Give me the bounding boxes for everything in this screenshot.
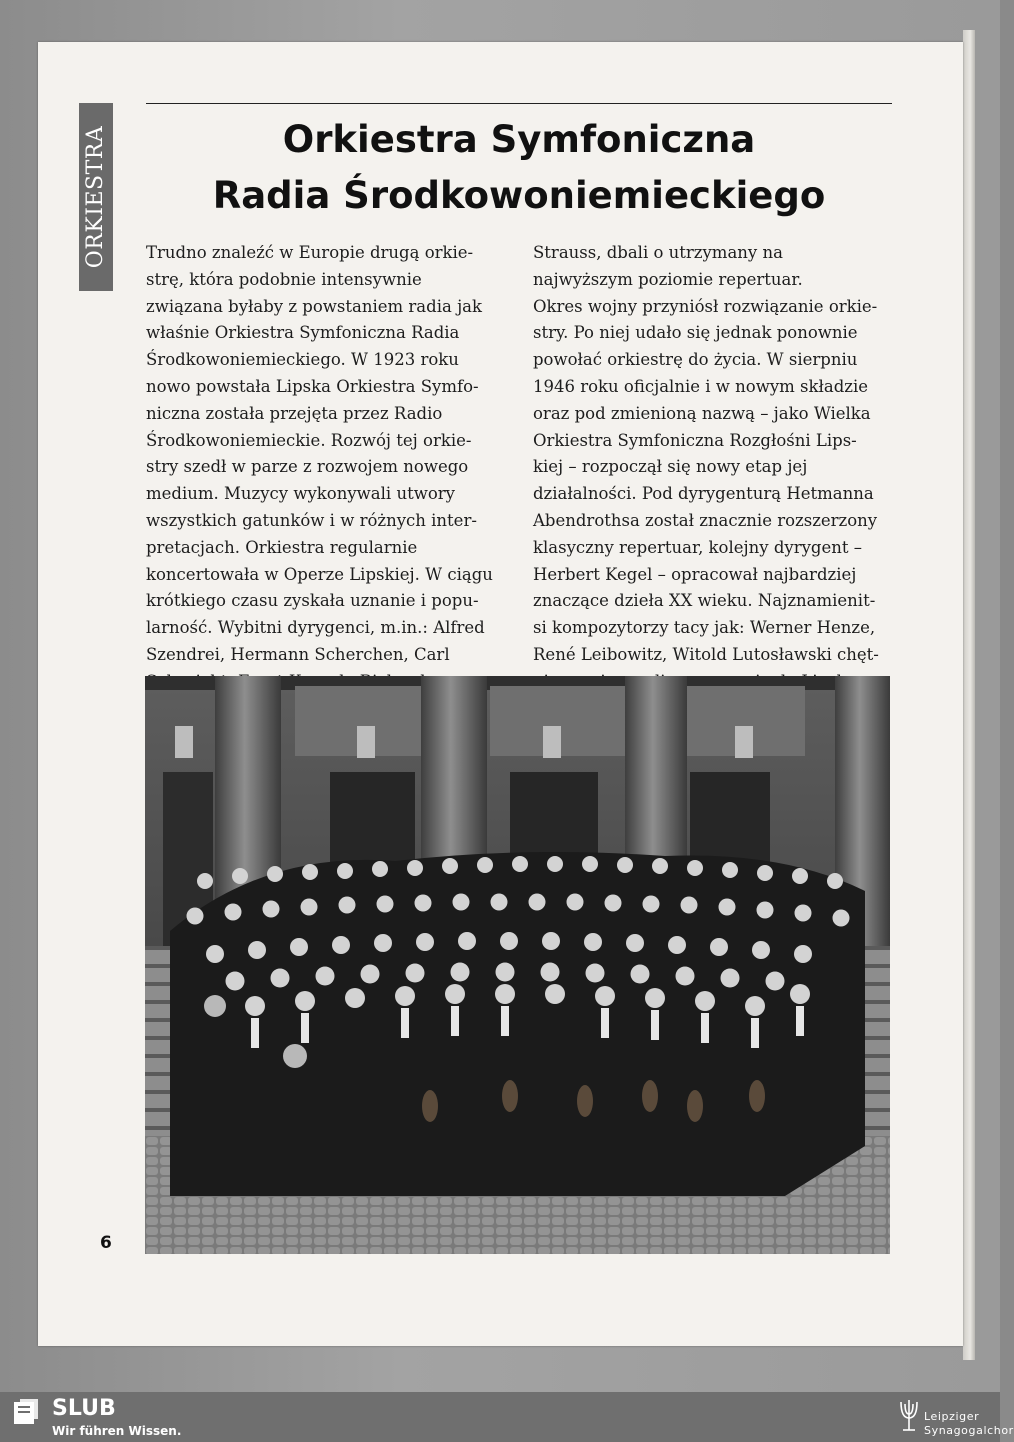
text-line: si kompozytorzy tacy jak: Werner Henze, xyxy=(533,618,876,638)
partner-name-line1: Leipziger xyxy=(924,1410,980,1423)
slub-tagline: Wir führen Wissen. xyxy=(52,1424,182,1438)
article-title xyxy=(146,112,892,224)
text-line: Orkiestra Symfoniczna Rozgłośni Lips- xyxy=(533,430,857,450)
header-rule xyxy=(146,103,892,104)
orchestra-photo xyxy=(145,676,890,1254)
text-line: najwyższym poziomie repertuar. xyxy=(533,269,803,289)
slub-logo-icon xyxy=(12,1398,42,1430)
text-line: pretacjach. Orkiestra regularnie xyxy=(146,537,418,557)
text-line: Szendrei, Hermann Scherchen, Carl xyxy=(146,644,450,664)
text-line: Okres wojny przyniósł rozwiązanie orkie- xyxy=(533,296,878,316)
text-line: znaczące dzieła XX wieku. Najznamienit- xyxy=(533,591,876,611)
text-line: Środkowoniemieckie. Rozwój tej orkie- xyxy=(146,430,472,450)
title-line: Orkiestra Symfoniczna xyxy=(282,118,756,161)
text-line: powołać orkiestrę do życia. W sierpniu xyxy=(533,350,858,370)
text-line: strę, która podobnie intensywnie xyxy=(146,269,422,289)
next-page-edge xyxy=(963,30,975,1360)
text-line: właśnie Orkiestra Symfoniczna Radia xyxy=(146,323,460,343)
article-column-right xyxy=(533,240,893,696)
title-line: Radia Środkowoniemieckiego xyxy=(212,174,826,217)
slub-name: SLUB xyxy=(52,1396,116,1421)
text-line: oraz pod zmienioną nazwą – jako Wielka xyxy=(533,403,871,423)
text-line: 1946 roku oficjalnie i w nowym składzie xyxy=(533,376,868,396)
article-column-left xyxy=(146,240,502,696)
text-line: niczna została przejęta przez Radio xyxy=(146,403,443,423)
text-line: Trudno znaleźć w Europie drugą orkie- xyxy=(146,243,474,262)
menorah-icon xyxy=(896,1394,922,1438)
text-line: kiej – rozpoczął się nowy etap jej xyxy=(533,457,808,477)
partner-name-line2: Synagogalchor xyxy=(924,1424,1014,1437)
text-line: nowo powstała Lipska Orkiestra Symfo- xyxy=(146,376,479,396)
text-line: René Leibowitz, Witold Lutosławski chęt- xyxy=(533,644,879,664)
text-line: Strauss, dbali o utrzymany na xyxy=(533,243,783,262)
section-tab-label: ORKIESTRA xyxy=(83,125,108,269)
text-line: medium. Muzycy wykonywali utwory xyxy=(146,484,455,504)
text-line: klasyczny repertuar, kolejny dyrygent – xyxy=(533,537,863,557)
text-line: larność. Wybitni dyrygenci, m.in.: Alfred xyxy=(146,618,485,638)
text-line: stry. Po niej udało się jednak ponownie xyxy=(533,323,858,343)
text-line: związana byłaby z powstaniem radia jak xyxy=(146,296,483,316)
text-line: Środkowoniemieckiego. W 1923 roku xyxy=(146,350,459,370)
text-line: działalności. Pod dyrygenturą Hetmanna xyxy=(533,484,874,504)
text-line: Abendrothsa został znacznie rozszerzony xyxy=(533,510,878,530)
text-line: stry szedł w parze z rozwojem nowego xyxy=(146,457,469,477)
text-line: wszystkich gatunków i w różnych inter- xyxy=(146,510,477,530)
text-line: koncertowała w Operze Lipskiej. W ciągu xyxy=(146,564,493,584)
page-number: 6 xyxy=(100,1233,112,1253)
text-line: krótkiego czasu zyskała uznanie i popu- xyxy=(146,591,479,611)
text-line: Herbert Kegel – opracował najbardziej xyxy=(533,564,857,584)
